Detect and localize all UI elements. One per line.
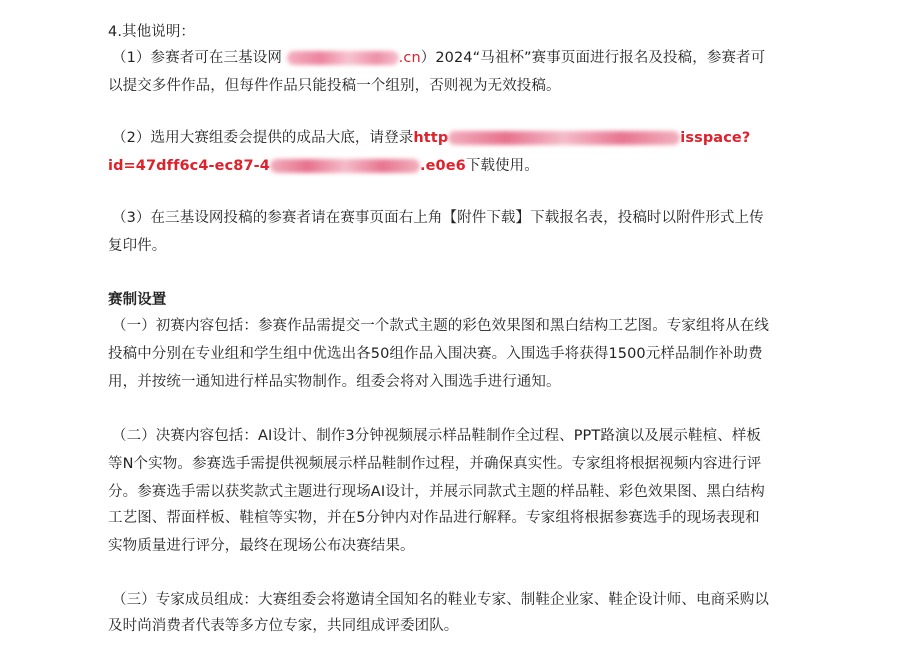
p2-line1 <box>112 426 761 446</box>
p2-line3 <box>108 482 765 502</box>
p3-text-1: （三）专家成员组成：大赛组委会将邀请全国知名的鞋业专家、制鞋企业家、鞋企设计师、电商采购以 <box>112 592 769 608</box>
download-link-id-start[interactable]: id=47dff6c4-ec87-4 <box>108 158 270 174</box>
p3-line1 <box>112 590 769 610</box>
item3-line1 <box>112 208 764 228</box>
item2-text-end: 下载使用。 <box>465 158 539 174</box>
p2-text-4: 工艺图、帮面样板、鞋楦等实物，并在5分钟内对作品进行解释。专家组将根据参赛选手的现场表现和 <box>108 510 760 526</box>
p2-text-2: 等N个实物。参赛选手需提供视频展示样品鞋制作过程，并确保真实性。专家组将根据视频内容进行评 <box>108 456 762 472</box>
redacted-id-blur <box>270 159 420 173</box>
section-heading-text: 4.其他说明： <box>108 24 196 40</box>
item1-line2 <box>108 76 561 96</box>
item1-text-start: （1）参赛者可在三基设网 <box>112 50 282 66</box>
download-link-end[interactable]: isspace? <box>680 130 751 146</box>
item2-line1 <box>112 128 750 148</box>
p3-line2 <box>108 616 458 636</box>
p1-text-1: （一）初赛内容包括：参赛作品需提交一个款式主题的彩色效果图和黑白结构工艺图。专家组将从在线 <box>112 318 769 334</box>
p1-text-2: 投稿中分别在专业组和学生组中优选出各50组作品入围决赛。入围选手将获得1500元样品制作补助费 <box>108 346 763 362</box>
download-link-id-end[interactable]: .e0e6 <box>419 158 466 174</box>
p1-text-3: 用，并按统一通知进行样品实物制作。组委会将对入围选手进行通知。 <box>108 374 561 390</box>
redacted-url-suffix[interactable]: .cn <box>398 50 421 66</box>
p2-text-3: 分。参赛选手需以获奖款式主题进行现场AI设计，并展示同款式主题的样品鞋、彩色效果图、黑白结构 <box>108 484 765 500</box>
p2-line2 <box>108 454 761 474</box>
item1-text-end: ）2024“马祖杯”赛事页面进行报名及投稿，参赛者可 <box>420 50 766 66</box>
redacted-link-blur <box>448 131 680 145</box>
competition-title-text: 赛制设置 <box>108 292 167 308</box>
p3-text-2: 及时尚消费者代表等多方位专家，共同组成评委团队。 <box>108 618 459 634</box>
item3-text-cont: 复印件。 <box>108 238 167 254</box>
item3-line2 <box>108 236 166 256</box>
download-link-start[interactable]: http <box>413 130 449 146</box>
p2-line5 <box>108 536 415 556</box>
item2-line2 <box>108 156 539 176</box>
p2-text-1: （二）决赛内容包括：AI设计、制作3分钟视频展示样品鞋制作全过程、PPT路演以及展示鞋楦、样板 <box>112 428 761 444</box>
p1-line2 <box>108 344 763 364</box>
p2-line4 <box>108 508 760 528</box>
redacted-url-blur <box>287 51 399 65</box>
competition-title <box>108 290 166 310</box>
item2-text-start: （2）选用大赛组委会提供的成品大底，请登录 <box>112 130 414 146</box>
p1-line1 <box>112 316 769 336</box>
item3-text-start: （3）在三基设网投稿的参赛者请在赛事页面右上角【附件下载】下载报名表，投稿时以附件形式上传 <box>112 210 764 226</box>
item1-line1 <box>112 48 765 68</box>
section-heading <box>108 22 195 42</box>
p2-text-5: 实物质量进行评分，最终在现场公布决赛结果。 <box>108 538 415 554</box>
item1-text-cont: 以提交多件作品，但每件作品只能投稿一个组别，否则视为无效投稿。 <box>108 78 561 94</box>
p1-line3 <box>108 372 561 392</box>
